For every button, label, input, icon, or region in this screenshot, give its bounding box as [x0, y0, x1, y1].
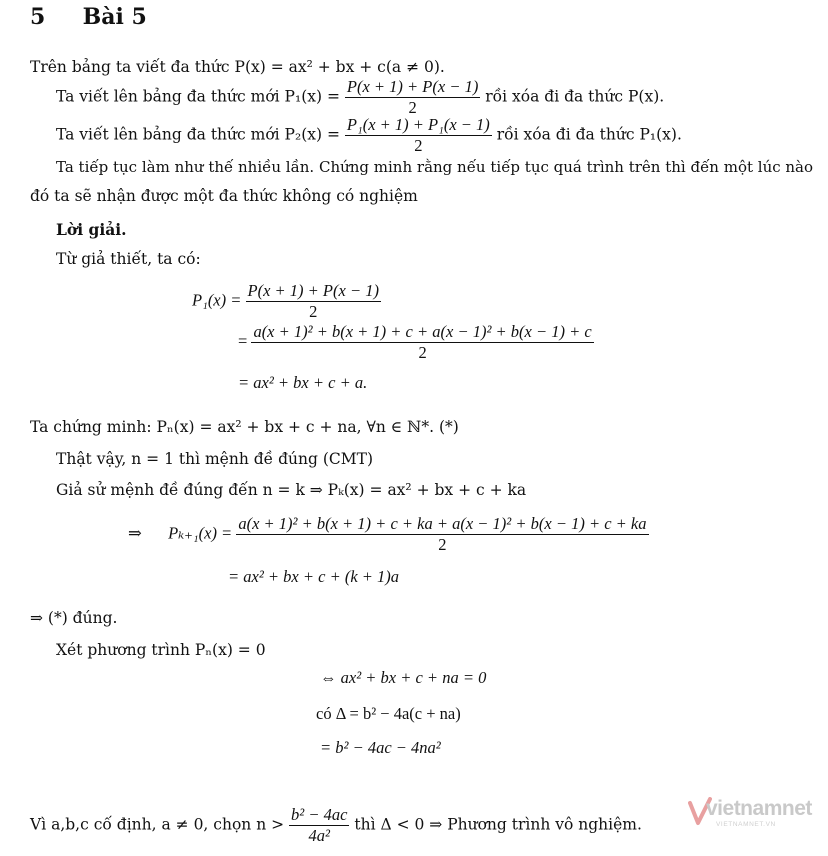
solution-consider: Xét phương trình Pₙ(x) = 0	[56, 641, 266, 659]
induction-arrow: ⇒	[128, 523, 142, 543]
p1-eq2-lhs: =	[238, 331, 248, 351]
problem-task-line2: đó ta sẽ nhận được một đa thức không có nghiệm	[30, 187, 418, 205]
step2-denominator: 2	[414, 136, 423, 156]
final-pre: Vì a,b,c cố định, a ≠ 0, chọn n >	[30, 815, 285, 834]
p1-fraction	[246, 282, 381, 321]
watermark-sub: VIETNAMNET.VN	[716, 821, 776, 828]
p1-eq2-numerator: a(x + 1)² + b(x + 1) + c + a(x − 1)² + b(x − 1) + c	[251, 323, 593, 343]
step2-pre: Ta viết lên bảng đa thức mới P₂(x) =	[56, 125, 340, 144]
p1-lhs: P₁(x) =	[192, 290, 242, 310]
problem-step2	[56, 116, 682, 155]
final-statement	[30, 806, 642, 845]
solution-base-case: Thật vậy, n = 1 thì mệnh đề đúng (CMT)	[56, 450, 374, 468]
p1-denominator: 2	[309, 302, 318, 322]
solution-conclude: ⇒ (*) đúng.	[30, 609, 118, 627]
step2-post: rồi xóa đi đa thức P₁(x).	[496, 125, 682, 144]
induction-lhs: Pₖ₊₁(x) =	[168, 523, 233, 543]
step1-denominator: 2	[408, 98, 417, 118]
problem-task-line1: Ta tiếp tục làm như thế nhiều lần. Chứng minh rằng nếu tiếp tục quá trình trên thì đến một lúc nào	[56, 158, 814, 176]
final-numerator: b² − 4ac	[289, 806, 349, 826]
p1-equation-line2	[238, 323, 594, 362]
section-heading	[30, 4, 147, 30]
step1-fraction	[345, 78, 480, 117]
induction-result: = ax² + bx + c + (k + 1)a	[228, 567, 400, 586]
watermark-brand: vietnamnet	[706, 797, 812, 820]
step1-pre: Ta viết lên bảng đa thức mới P₁(x) =	[56, 87, 340, 106]
p1-equation-line3: = ax² + bx + c + a.	[238, 373, 368, 392]
equation-1: ⇔ ax² + bx + c + na = 0	[320, 668, 487, 687]
induction-step	[128, 515, 649, 554]
step1-post: rồi xóa đi đa thức P(x).	[485, 87, 665, 106]
equation-2: có Δ = b² − 4a(c + na)	[316, 704, 461, 723]
step2-fraction	[345, 116, 492, 155]
problem-step1	[56, 78, 664, 117]
step2-numerator: P₁(x + 1) + P₁(x − 1)	[345, 116, 492, 136]
p1-eq2-denominator: 2	[418, 343, 427, 363]
solution-claim: Ta chứng minh: Pₙ(x) = ax² + bx + c + na, ∀n ∈ ℕ*. (*)	[30, 418, 459, 436]
induction-numerator: a(x + 1)² + b(x + 1) + c + ka + a(x − 1)² + b(x − 1) + c + ka	[236, 515, 648, 535]
final-post: thì Δ < 0 ⇒ Phương trình vô nghiệm.	[354, 815, 642, 834]
solution-given: Từ giả thiết, ta có:	[56, 250, 201, 268]
step1-numerator: P(x + 1) + P(x − 1)	[345, 78, 480, 98]
induction-fraction	[236, 515, 648, 554]
problem-intro: Trên bảng ta viết đa thức P(x) = ax² + bx + c(a ≠ 0).	[30, 58, 445, 76]
p1-numerator: P(x + 1) + P(x − 1)	[246, 282, 381, 302]
solution-heading: Lời giải.	[56, 220, 127, 239]
final-denominator: 4a²	[308, 826, 330, 846]
solution-hypothesis: Giả sử mệnh đề đúng đến n = k ⇒ Pₖ(x) = ax² + bx + c + ka	[56, 481, 527, 499]
section-number: 5	[30, 4, 46, 30]
equation-3: = b² − 4ac − 4na²	[320, 738, 441, 757]
induction-denominator: 2	[438, 535, 447, 555]
watermark-logo	[688, 795, 813, 835]
p1-equation-line1	[192, 282, 381, 321]
p1-eq2-fraction	[251, 323, 593, 362]
section-title: Bài 5	[82, 4, 147, 30]
final-fraction	[289, 806, 349, 845]
